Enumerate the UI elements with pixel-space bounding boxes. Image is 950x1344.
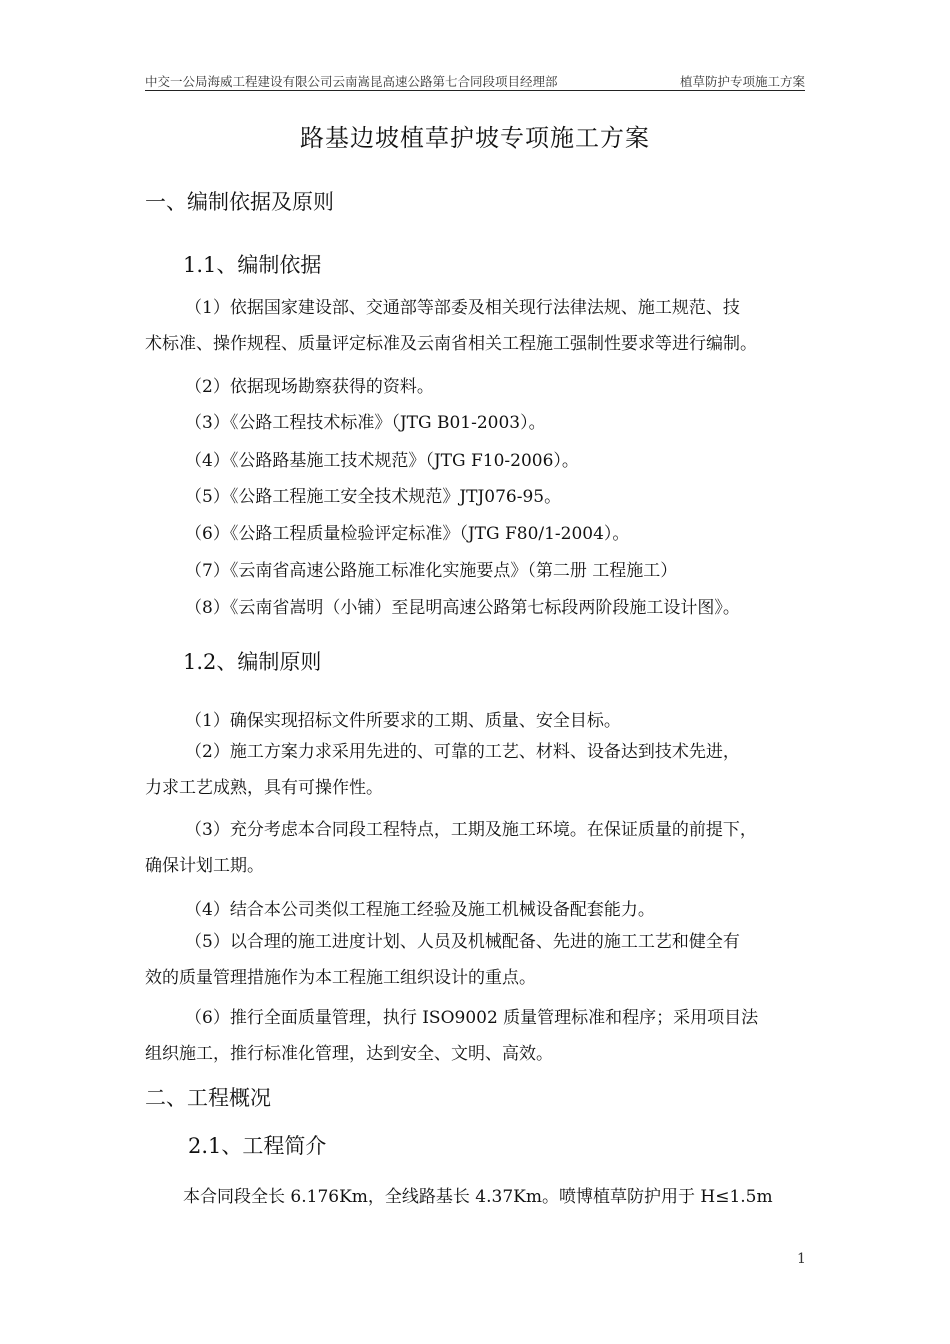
basis-item-7: （7）《云南省高速公路施工标准化实施要点》（第二册 工程施工） [185, 561, 678, 581]
basis-item-8: （8）《云南省嵩明（小铺）至昆明高速公路第七标段两阶段施工设计图》。 [185, 598, 740, 618]
principle-item-3-line2: 确保计划工期。 [145, 856, 264, 876]
principle-item-5-line1: （5）以合理的施工进度计划、人员及机械配备、先进的施工工艺和健全有 [185, 932, 740, 952]
overview-line-1: 本合同段全长 6.176Km，全线路基长 4.37Km。喷博植草防护用于 H≤1.5m [183, 1187, 773, 1207]
principle-item-2 [145, 734, 810, 806]
header-company: 中交一公局海威工程建设有限公司云南嵩昆高速公路第七合同段项目经理部 [145, 74, 558, 89]
basis-item-1 [145, 290, 810, 362]
basis-item-4: （4）《公路路基施工技术规范》（JTG F10-2006）。 [185, 451, 579, 471]
page-number: 1 [797, 1251, 806, 1267]
basis-item-3: （3）《公路工程技术标准》（JTG B01-2003）。 [185, 413, 546, 433]
page-header [145, 70, 805, 91]
principle-item-2-line1: （2）施工方案力求采用先进的、可靠的工艺、材料、设备达到技术先进， [185, 742, 740, 762]
section1-1-heading: 1.1、编制依据 [183, 253, 322, 277]
section1-2-heading: 1.2、编制原则 [183, 650, 322, 674]
basis-item-6: （6）《公路工程质量检验评定标准》（JTG F80/1-2004）。 [185, 524, 630, 544]
principle-item-6-line2: 组织施工，推行标准化管理，达到安全、文明、高效。 [145, 1044, 553, 1064]
principle-item-5-line2: 效的质量管理措施作为本工程施工组织设计的重点。 [145, 968, 536, 988]
section1-heading: 一、编制依据及原则 [145, 190, 334, 214]
principle-item-6-line1: （6）推行全面质量管理，执行 ISO9002 质量管理标准和程序；采用项目法 [185, 1008, 759, 1028]
principle-item-3-line1: （3）充分考虑本合同段工程特点，工期及施工环境。在保证质量的前提下， [185, 820, 757, 840]
section2-1-heading: 2.1、工程简介 [188, 1134, 327, 1158]
principle-item-6 [145, 1000, 810, 1072]
document-title: 路基边坡植草护坡专项施工方案 [300, 124, 650, 152]
basis-item-2: （2）依据现场勘察获得的资料。 [185, 377, 434, 397]
header-doc-title: 植草防护专项施工方案 [679, 74, 805, 89]
section2-heading: 二、工程概况 [145, 1086, 271, 1110]
principle-item-2-line2: 力求工艺成熟，具有可操作性。 [145, 778, 383, 798]
basis-item-5: （5）《公路工程施工安全技术规范》JTJ076-95。 [185, 487, 562, 507]
principle-item-4: （4）结合本公司类似工程施工经验及施工机械设备配套能力。 [185, 900, 655, 920]
principle-item-5 [145, 924, 810, 996]
basis-item-1-line1: （1）依据国家建设部、交通部等部委及相关现行法律法规、施工规范、技 [185, 298, 740, 318]
basis-item-1-line2: 术标准、操作规程、质量评定标准及云南省相关工程施工强制性要求等进行编制。 [145, 334, 757, 354]
principle-item-3 [145, 812, 810, 884]
principle-item-1: （1）确保实现招标文件所要求的工期、质量、安全目标。 [185, 711, 621, 731]
